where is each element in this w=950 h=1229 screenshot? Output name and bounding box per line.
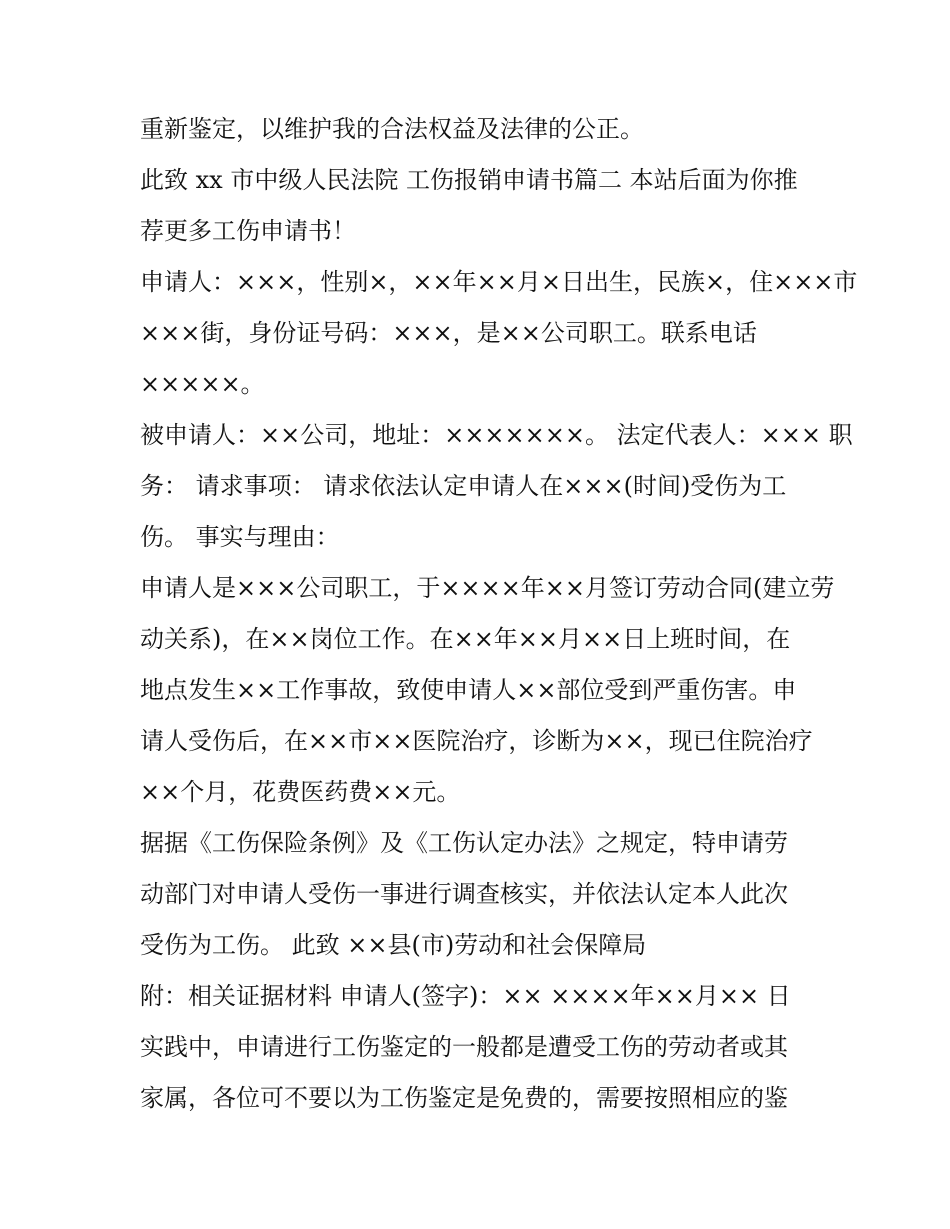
text-line: ×××××。 [140,370,265,398]
text-line: 请人受伤后，在××市××医院治疗，诊断为××，现已住院治疗 [140,727,813,755]
text-line: ××个月，花费医药费××元。 [140,778,461,806]
text-line: 重新鉴定，以维护我的合法权益及法律的公正。 [140,115,644,143]
text-line: 务： 请求事项： 请求依法认定申请人在×××(时间)受伤为工 [140,472,787,500]
text-line: ×××街，身份证号码：×××，是××公司职工。联系电话 [140,319,757,347]
text-line: 申请人是×××公司职工，于××××年××月签订劳动合同(建立劳 [140,574,835,602]
text-line: 动关系)，在××岗位工作。在××年××月××日上班时间，在 [140,625,791,653]
text-line: 家属，各位可不要以为工伤鉴定是免费的，需要按照相应的鉴 [140,1084,788,1112]
text-line: 申请人：×××，性别×，××年××月×日出生，民族×，住×××市 [140,268,858,296]
text-line: 荐更多工伤申请书！ [140,217,356,245]
text-line: 受伤为工伤。 此致 ××县(市)劳动和社会保障局 [140,931,647,959]
text-line: 据据《工伤保险条例》及《工伤认定办法》之规定，特申请劳 [140,829,788,857]
text-line: 动部门对申请人受伤一事进行调查核实，并依法认定本人此次 [140,880,788,908]
text-line: 被申请人：××公司，地址：×××××××。 法定代表人：××× 职 [140,421,853,449]
text-line: 附：相关证据材料 申请人(签字)：×× ××××年××月×× 日 [140,982,791,1010]
text-line: 地点发生××工作事故，致使申请人××部位受到严重伤害。申 [140,676,797,704]
text-line: 伤。 事实与理由： [140,523,340,551]
text-line: 实践中，申请进行工伤鉴定的一般都是遭受工伤的劳动者或其 [140,1033,788,1061]
text-line: 此致 xx 市中级人民法院 工伤报销申请书篇二 本站后面为你推 [140,166,798,194]
